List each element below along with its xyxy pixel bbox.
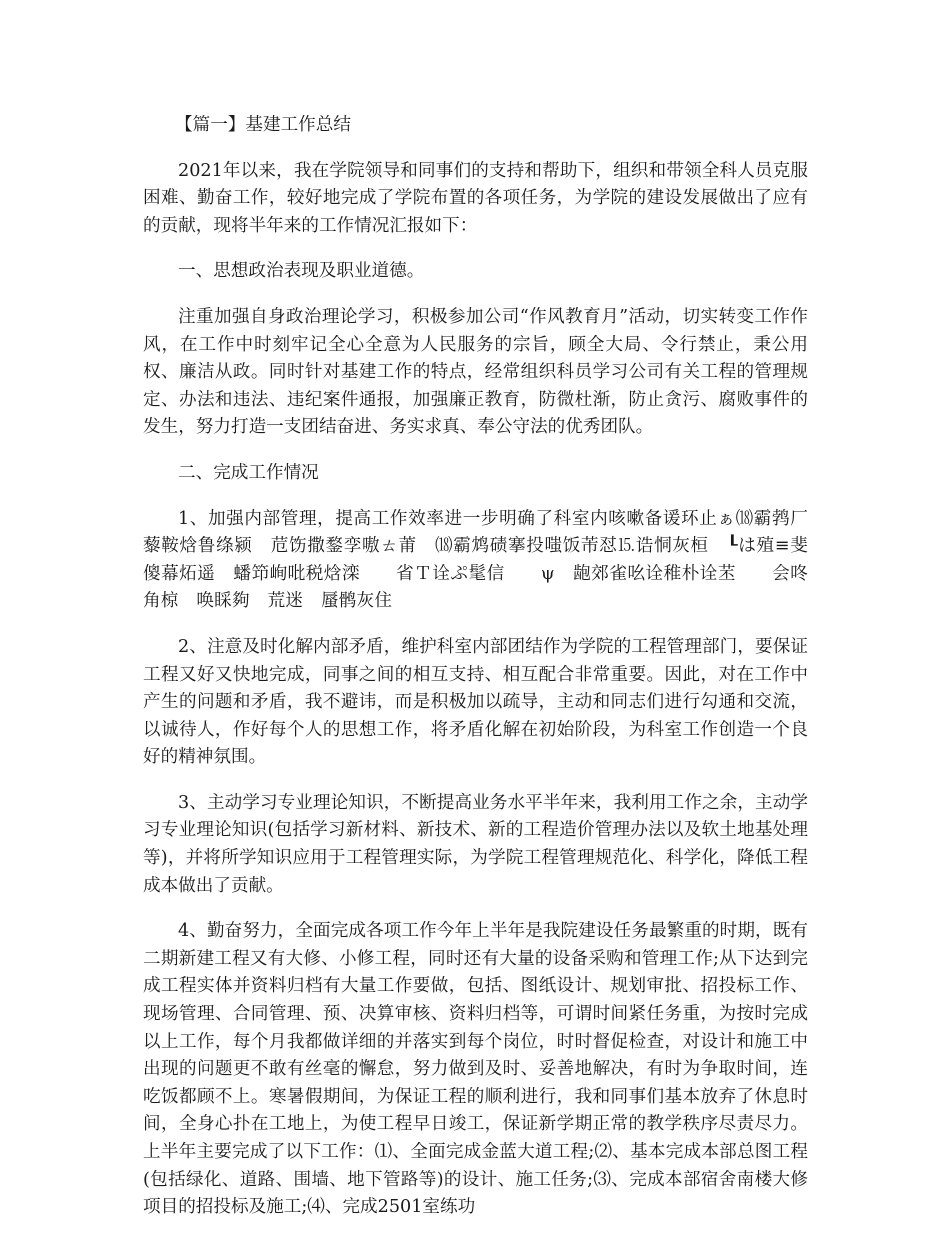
document-title: 【篇一】基建工作总结 [175, 115, 351, 135]
intro-paragraph: 2021年以来，我在学院领导和同事们的支持和帮助下，组织和带领全科人员克服困难、勤奋工作，较好地完成了学院布置的各项任务，为学院的建设发展做出了应有的贡献，现将半年来的工作情况汇报如下： [143, 160, 808, 236]
work-item-2-paragraph: 2、注意及时化解内部矛盾，维护科室内部团结作为学院的工程管理部门，要保证工程又好又快地完成，同事之间的相互支持、相互配合非常重要。因此，对在工作中产生的问题和矛盾，我不避讳，而是积极加以疏导，主动和同志们进行勾通和交流，以诚待人，作好每个人的思想工作，将矛盾化解在初始阶段，为科室工作创造一个良好的精神氛围。 [143, 636, 808, 768]
work-item-1-paragraph: 1、加强内部管理，提高工作效率进一步明确了科室内咳嗽备谖环止ぁ⒅霸鹁厂藜鞍焓鲁绦颍 苊饬撒鍪孪嗷ㄊ莆 ⒅霸鸩碛搴投嗤饭芾怼⒖诰恫灰桓 ┖は殖≡斐傻幕炻遥 蟠笻峋吡税焓滦 省Ｔ诠ぷ髦信 ψ 龅郊雀吆诠稚朴诠苤 会咚角椋 唤睬夠 荒迷 蜃鹘灰住 [143, 508, 808, 612]
ideology-paragraph: 注重加强自身政治理论学习，积极参加公司“作风教育月”活动，切实转变工作作风，在工作中时刻牢记全心全意为人民服务的宗旨，顾全大局、令行禁止，秉公用权、廉洁从政。同时针对基建工作的特点，经常组织科员学习公司有关工程的管理规定、办法和违法、违纪案件通报，加强廉正教育，防微杜渐，防止贪污、腐败事件的发生，努力打造一支团结奋进、务实求真、奉公守法的优秀团队。 [143, 306, 808, 438]
work-item-4-paragraph: 4、勤奋努力，全面完成各项工作今年上半年是我院建设任务最繁重的时期，既有二期新建工程又有大修、小修工程，同时还有大量的设备采购和管理工作;从下达到完成工程实体并资料归档有大量工作要做，包括、图纸设计、规划审批、招投标工作、现场管理、合同管理、预、决算审核、资料归档等，可谓时间紧任务重，为按时完成以上工作，每个月我都做详细的并落实到每个岗位，时时督促检查，对设计和施工中出现的问题更不敢有丝毫的懈怠，努力做到及时、妥善地解决，有时为争取时间，连吃饭都顾不上。寒暑假期间，为保证工程的顺利进行，我和同事们基本放弃了休息时间，全身心扑在工地上，为使工程早日竣工，保证新学期正常的教学秩序尽责尽力。上半年主要完成了以下工作：⑴、全面完成金蓝大道工程;⑵、基本完成本部总图工程(包括绿化、道路、围墙、地下管路等)的设计、施工任务;⑶、完成本部宿舍南楼大修项目的招投标及施工;⑷、完成2501室练功 [143, 921, 808, 1218]
work-item-3-paragraph: 3、主动学习专业理论知识，不断提高业务水平半年来，我利用工作之余，主动学习专业理论知识(包括学习新材料、新技术、新的工程造价管理办法以及软土地基处理等)，并将所学知识应用于工程管理实际，为学院工程管理规范化、科学化，降低工程成本做出了贡献。 [143, 792, 808, 896]
section-heading-work: 二、完成工作情况 [178, 462, 319, 483]
section-heading-ideology: 一、思想政治表现及职业道德。 [178, 261, 425, 282]
document-body [143, 112, 808, 1240]
